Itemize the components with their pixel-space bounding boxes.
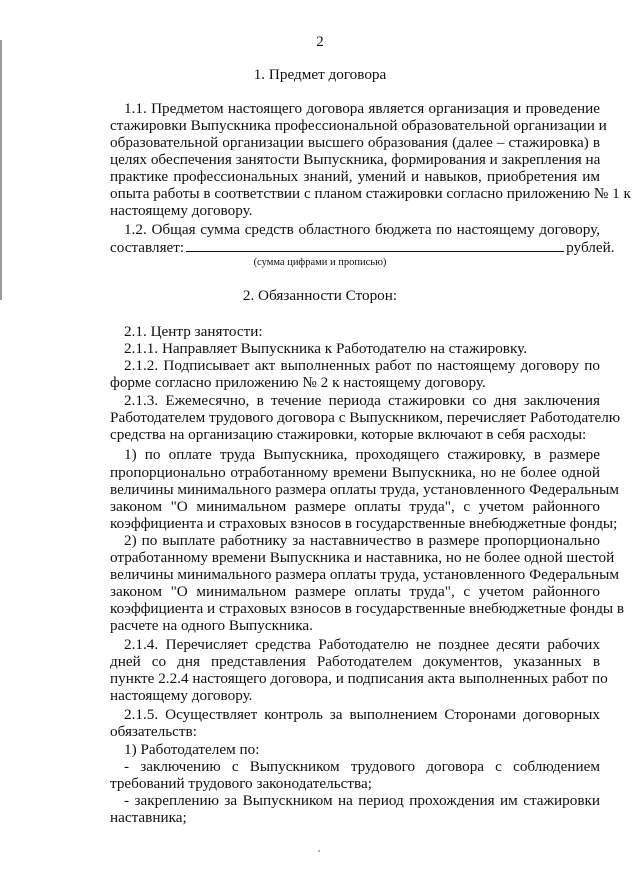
paragraph-line: 2.1.2. Подписывает акт выполненных работ по настоящему договору по: [124, 357, 600, 374]
paragraph-line: практике профессиональных знаний, умений и навыков, приобретения им: [110, 168, 600, 185]
paragraph-line: 2.1. Центр занятости:: [124, 323, 263, 340]
paragraph-line: Работодателем трудового договора с Выпускником, перечисляет Работодателю: [110, 409, 621, 426]
paragraph-line: 1) по оплате труда Выпускника, проходящего стажировку, в размере: [124, 446, 600, 463]
paragraph-line: 1.2. Общая сумма средств областного бюджета по настоящему договору,: [124, 221, 600, 238]
paragraph-line: 1.1. Предметом настоящего договора является организация и проведение: [124, 100, 600, 117]
paragraph-line: величины минимального размера оплаты труда, установленного Федеральным: [110, 481, 619, 498]
paragraph-line: законом "О минимальном размере оплаты труда", с учетом районного: [110, 583, 600, 600]
paragraph-line: наставника;: [110, 809, 187, 826]
sum-line: [110, 239, 615, 256]
paragraph-line: коэффициента и страховых взносов в государственные внебюджетные фонды;: [110, 515, 618, 532]
section-2-heading: 2. Обязанности Сторон:: [242, 287, 398, 304]
page-number: 2: [316, 34, 324, 50]
paragraph-line: настоящему договору.: [110, 202, 253, 219]
paragraph-line: пункте 2.2.4 настоящего договора, и подписания акта выполненных работ по: [110, 670, 608, 687]
paragraph-line: пропорционально отработанному времени Выпускника, но не более одной: [110, 464, 600, 481]
paragraph-line: требований трудового законодательства;: [110, 775, 372, 792]
paragraph-line: опыта работы в соответствии с планом стажировки согласно приложению № 1 к: [110, 185, 631, 202]
paragraph-line: настоящему договору.: [110, 687, 253, 704]
sum-caption: (сумма цифрами и прописью): [253, 257, 387, 268]
paragraph-line: обязательств:: [110, 723, 197, 740]
paragraph-line: - закреплению за Выпускником на период прохождения им стажировки: [124, 792, 600, 809]
paragraph-line: законом "О минимальном размере оплаты труда", с учетом районного: [110, 498, 600, 515]
paragraph-line: - заключению с Выпускником трудового договора с соблюдением: [124, 758, 600, 775]
paragraph-line: величины минимального размера оплаты труда, установленного Федеральным: [110, 566, 619, 583]
paragraph-line: 2.1.4. Перечисляет средства Работодателю не позднее десяти рабочих: [124, 636, 600, 653]
paragraph-line: форме согласно приложению № 2 к настоящему договору.: [110, 374, 486, 391]
paragraph-line: 2.1.5. Осуществляет контроль за выполнением Сторонами договорных: [124, 706, 600, 723]
paragraph-line: отработанному времени Выпускника и наставника, но не более одной шестой: [110, 549, 615, 566]
paragraph-line: расчете на одного Выпускника.: [110, 617, 313, 634]
paragraph-line: целях обеспечения занятости Выпускника, формирования и закрепления на: [110, 151, 601, 168]
paragraph-line: 2) по выплате работнику за наставничество в размере пропорционально: [124, 532, 600, 549]
paragraph-line: средства на организацию стажировки, которые включают в себя расходы:: [110, 426, 587, 443]
paragraph-line: образовательной организации высшего образования (далее – стажировка) в: [110, 134, 600, 151]
section-1-heading: 1. Предмет договора: [253, 66, 387, 83]
paragraph-line: 1) Работодателем по:: [124, 741, 260, 758]
paragraph-line: дней со дня представления Работодателем документов, указанных в: [110, 653, 600, 670]
paragraph-line: 2.1.3. Ежемесячно, в течение периода стажировки со дня заключения: [124, 392, 600, 409]
sum-prefix: составляет:: [110, 239, 185, 256]
sum-suffix: рублей.: [566, 239, 615, 256]
sum-blank-field: [186, 239, 564, 252]
paragraph-line: коэффициента и страховых взносов в государственные внебюджетные фонды в: [110, 600, 625, 617]
paragraph-line: 2.1.1. Направляет Выпускника к Работодателю на стажировку.: [124, 340, 527, 357]
scan-speck: [318, 850, 320, 852]
paragraph-line: стажировки Выпускника профессиональной образовательной организации и: [110, 117, 607, 134]
